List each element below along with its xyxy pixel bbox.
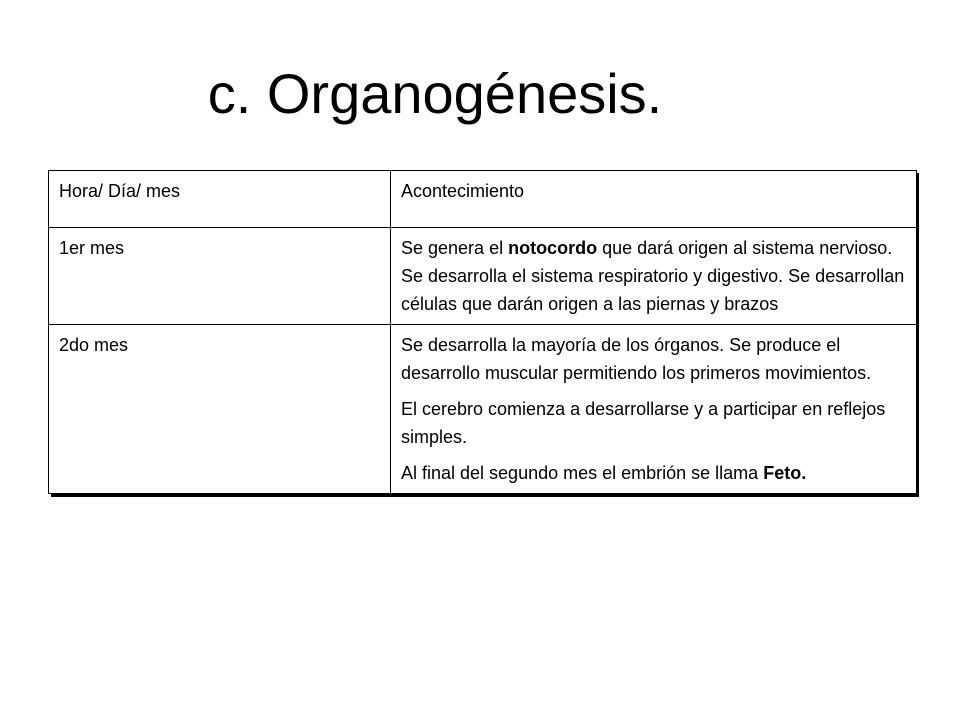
row-period: 2do mes — [49, 325, 391, 494]
organogenesis-table-container — [48, 170, 916, 494]
table-row — [49, 325, 917, 494]
event-paragraph — [401, 234, 906, 318]
row-period: 1er mes — [49, 228, 391, 325]
organogenesis-table — [48, 170, 917, 494]
event-bold-term: notocordo — [508, 238, 598, 258]
event-paragraph: El cerebro comienza a desarrollarse y a participar en reflejos simples. — [401, 399, 886, 447]
header-event: Acontecimiento — [391, 171, 917, 228]
row-event — [391, 228, 917, 325]
event-bold-term: Feto. — [763, 463, 807, 483]
table-row — [49, 228, 917, 325]
event-text: Se genera el — [401, 238, 509, 258]
row-event — [391, 325, 917, 494]
event-text: Al final del segundo mes el embrión se llama — [401, 463, 764, 483]
event-text: que dará origen al sistema nervioso. Se desarrolla el sistema respiratorio y digestivo. Se desarrollan células que darán origen a las piernas y brazos — [401, 238, 905, 314]
table-header-row — [49, 171, 917, 228]
event-paragraph: Se desarrolla la mayoría de los órganos. Se produce el desarrollo muscular permitiendo los primeros movimientos. — [401, 335, 872, 383]
event-paragraph — [401, 459, 906, 487]
slide-title: c. Organogénesis. — [207, 62, 663, 125]
header-period: Hora/ Día/ mes — [49, 171, 391, 228]
